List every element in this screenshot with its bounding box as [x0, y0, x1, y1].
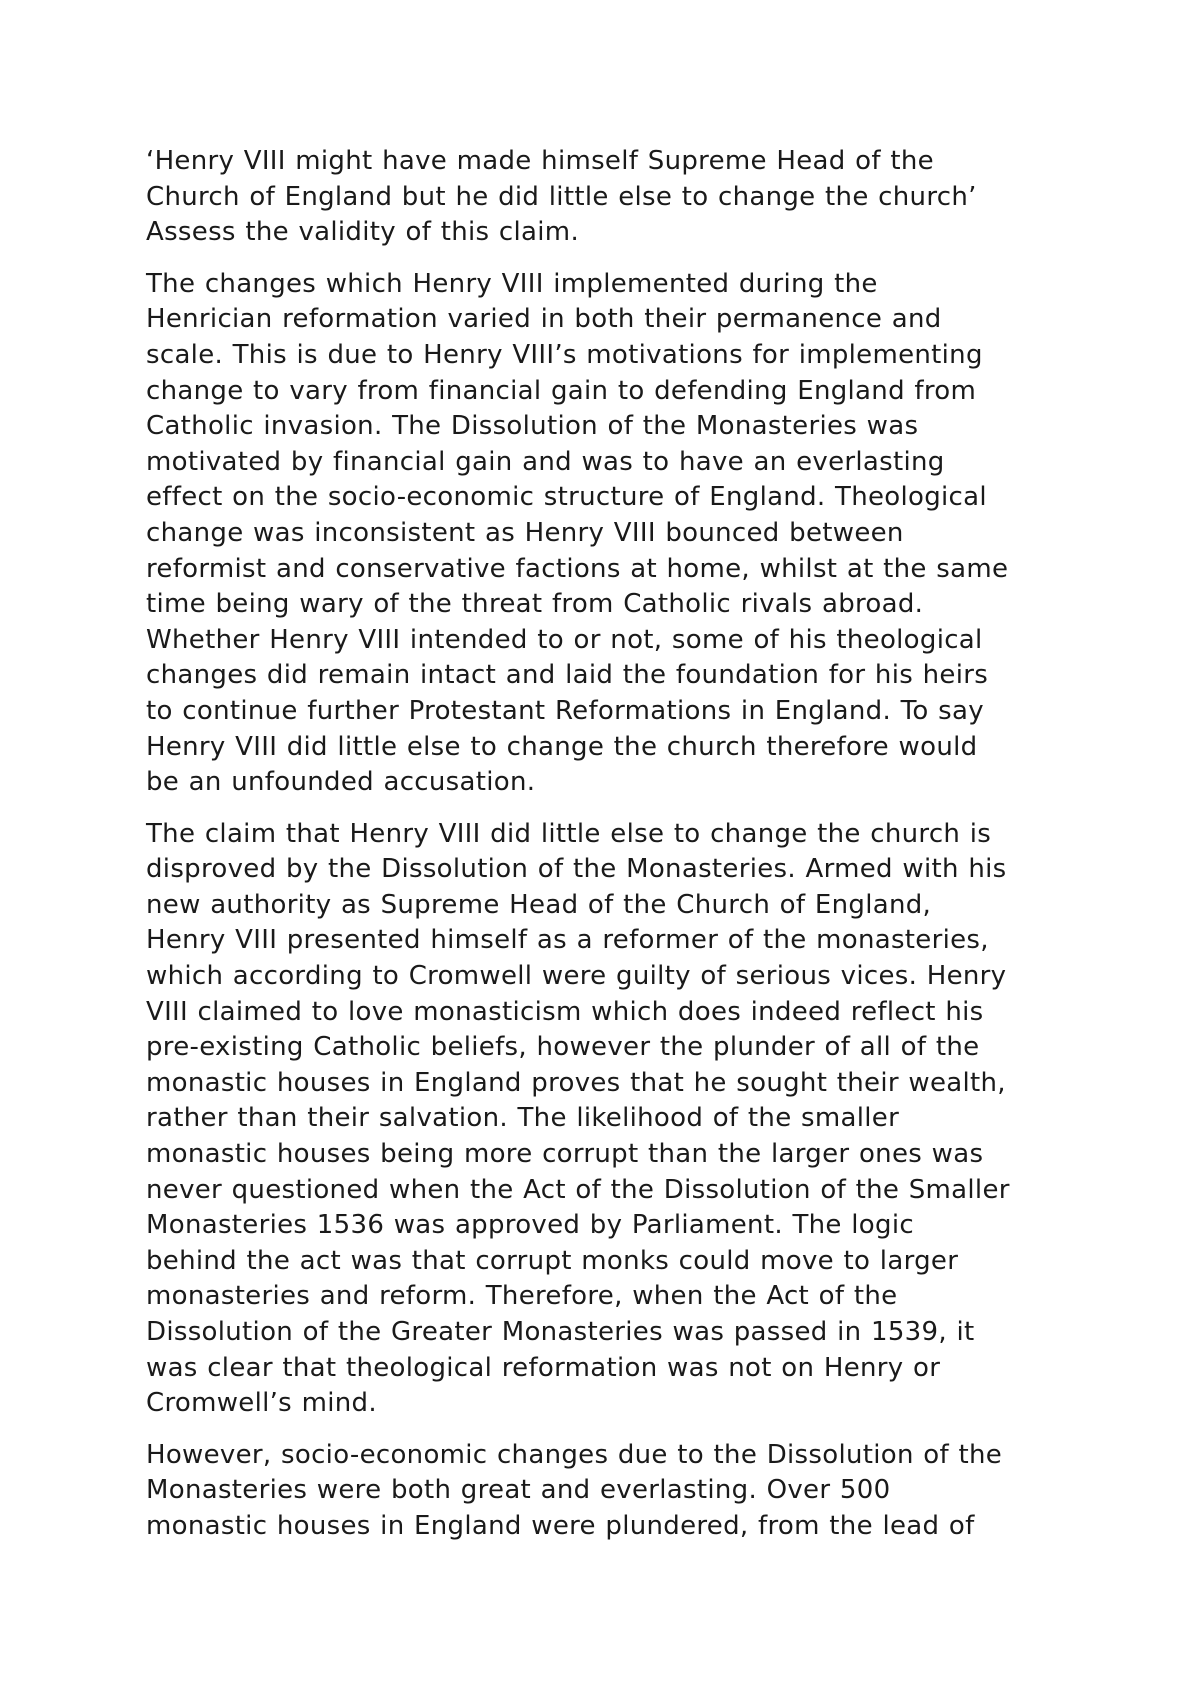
question-line: Church of England but he did little else to change the church’	[146, 181, 977, 212]
text-line: Catholic invasion. The Dissolution of the Monasteries was	[146, 411, 919, 442]
text-line: VIII claimed to love monasticism which does indeed reflect his	[146, 996, 984, 1027]
essay-body	[146, 144, 1066, 1561]
text-line: behind the act was that corrupt monks could move to larger	[146, 1245, 959, 1276]
text-line: monastic houses in England proves that he sought their wealth,	[146, 1067, 1006, 1098]
text-line: motivated by financial gain and was to have an everlasting	[146, 446, 945, 477]
text-line: However, socio-economic changes due to the Dissolution of the	[146, 1439, 1003, 1470]
text-line: monastic houses being more corrupt than the larger ones was	[146, 1139, 984, 1170]
text-line: to continue further Protestant Reformations in England. To say	[146, 695, 984, 726]
paragraph-introduction	[146, 267, 1066, 801]
text-line: Monasteries were both great and everlasting. Over 500	[146, 1475, 891, 1506]
text-line: scale. This is due to Henry VIII’s motivations for implementing	[146, 339, 983, 370]
text-line: change was inconsistent as Henry VIII bounced between	[146, 517, 904, 548]
text-line: Whether Henry VIII intended to or not, some of his theological	[146, 624, 983, 655]
paragraph-dissolution	[146, 817, 1066, 1422]
question-line: ‘Henry VIII might have made himself Supreme Head of the	[146, 146, 934, 176]
text-line: Cromwell’s mind.	[146, 1388, 377, 1419]
text-line: Henry VIII did little else to change the church therefore would	[146, 731, 978, 762]
text-line: changes did remain intact and laid the foundation for his heirs	[146, 660, 989, 691]
text-line: disproved by the Dissolution of the Monasteries. Armed with his	[146, 854, 1007, 885]
text-line: rather than their salvation. The likelihood of the smaller	[146, 1103, 900, 1134]
text-line: change to vary from financial gain to defending England from	[146, 375, 977, 406]
paragraph-socio-economic	[146, 1438, 1066, 1545]
text-line: new authority as Supreme Head of the Church of England,	[146, 889, 932, 920]
text-line: Monasteries 1536 was approved by Parliament. The logic	[146, 1210, 914, 1241]
text-line: Henry VIII presented himself as a reformer of the monasteries,	[146, 925, 989, 956]
text-line: effect on the socio-economic structure of England. Theological	[146, 482, 987, 513]
text-line: never questioned when the Act of the Dissolution of the Smaller	[146, 1174, 1010, 1205]
text-line: be an unfounded accusation.	[146, 767, 536, 798]
text-line: The claim that Henry VIII did little else to change the church is	[146, 818, 992, 849]
text-line: time being wary of the threat from Catholic rivals abroad.	[146, 589, 924, 620]
text-line: which according to Cromwell were guilty of serious vices. Henry	[146, 961, 1007, 992]
text-line: monastic houses in England were plundered, from the lead of	[146, 1510, 975, 1541]
text-line: Henrician reformation varied in both their permanence and	[146, 304, 942, 335]
question-line: Assess the validity of this claim.	[146, 217, 580, 248]
text-line: Dissolution of the Greater Monasteries was passed in 1539, it	[146, 1317, 975, 1347]
text-line: monasteries and reform. Therefore, when the Act of the	[146, 1281, 898, 1312]
text-line: pre-existing Catholic beliefs, however the plunder of all of the	[146, 1032, 980, 1063]
essay-question	[146, 144, 1066, 251]
text-line: reformist and conservative factions at home, whilst at the same	[146, 553, 1009, 584]
text-line: The changes which Henry VIII implemented during the	[146, 268, 878, 299]
text-line: was clear that theological reformation was not on Henry or	[146, 1352, 941, 1383]
